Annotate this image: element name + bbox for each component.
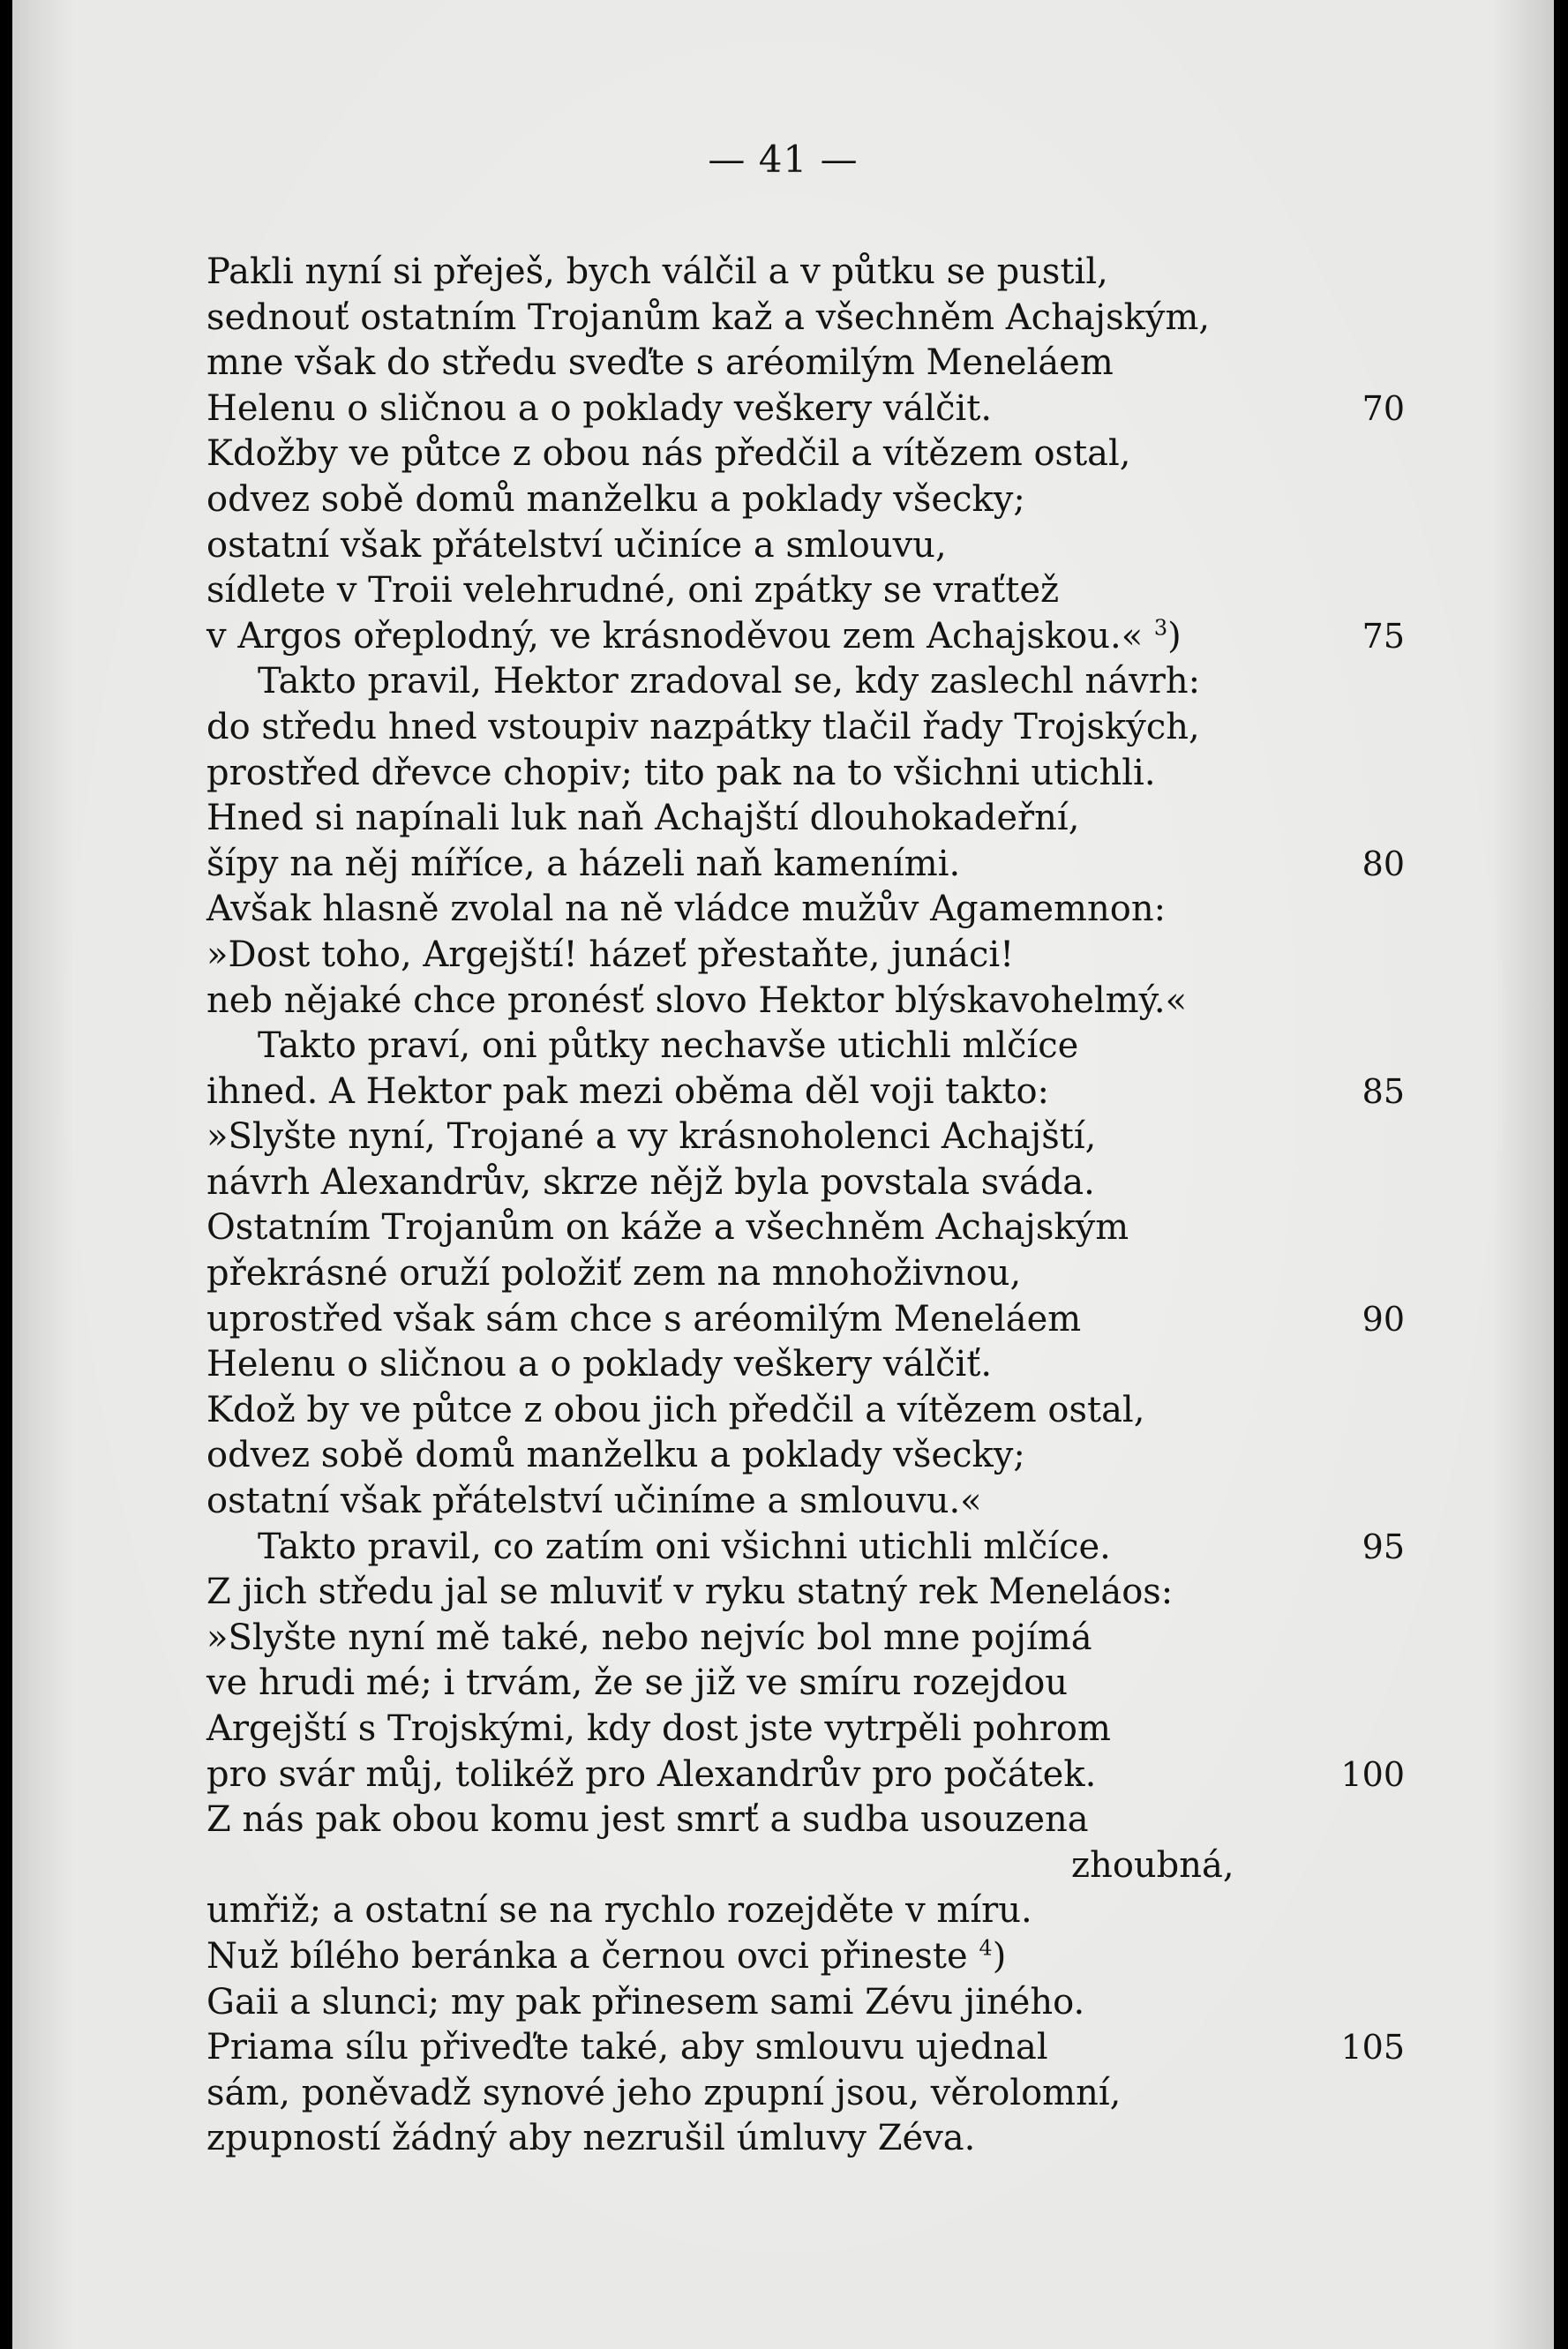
- verse-line: [206, 1707, 1389, 1752]
- verse-text: [206, 887, 1166, 933]
- verse-line: [206, 1114, 1389, 1160]
- verse-text: [206, 1160, 1095, 1206]
- verse-text: [206, 477, 1025, 523]
- verse-words: prostřed dřevce chopiv; tito pak na to všichni utichli.: [206, 752, 1156, 793]
- verse-text: [206, 1205, 1129, 1251]
- verse-line: [206, 842, 1405, 888]
- verse-words: ostatní však přátelství učiníce a smlouvu,: [206, 524, 947, 566]
- verse-text: [206, 568, 1059, 614]
- verse-words: ostatní však přátelství učiníme a smlouvu.«: [206, 1481, 982, 1522]
- verse-line: [206, 614, 1405, 660]
- verse-words: návrh Alexandrův, skrze nějž byla povstala sváda.: [206, 1161, 1095, 1203]
- verse-text: [206, 1661, 1068, 1707]
- verse-text: [206, 796, 1079, 842]
- verse-text: [206, 1342, 992, 1388]
- verse-text: [206, 250, 1108, 296]
- verse-text: [206, 1388, 1144, 1434]
- verse-line: [206, 1616, 1389, 1662]
- verse-text: [206, 659, 1200, 705]
- verse-text: [206, 1251, 1021, 1297]
- verse-line: [206, 2025, 1405, 2071]
- footnote-marker: 3: [1153, 615, 1168, 641]
- verse-text: [206, 1114, 1096, 1160]
- verse-line: [206, 1752, 1405, 1798]
- verse-words: ihned. A Hektor pak mezi oběma děl voji takto:: [206, 1070, 1050, 1112]
- verse-line: [206, 796, 1389, 842]
- verse-line: [206, 432, 1389, 477]
- verse-line: [206, 705, 1389, 751]
- verse-words: Pakli nyní si přeješ, bych válčil a v půtku se pustil,: [206, 251, 1108, 292]
- verse-text: [206, 842, 960, 888]
- verse-words: Avšak hlasně zvolal na ně vládce mužův Agamemnon:: [206, 889, 1167, 930]
- verse-line: [206, 523, 1389, 569]
- verse-line: [206, 1205, 1389, 1251]
- verse-words: Helenu o sličnou a o poklady veškery válčit.: [206, 387, 993, 429]
- verse-text: [206, 979, 1187, 1024]
- verse-words: »Slyšte nyní mě také, nebo nejvíc bol mne pojímá: [206, 1617, 1092, 1658]
- verse-words: Takto praví, oni půtky nechavše utichli mlčíce: [258, 1025, 1079, 1067]
- verse-text: [206, 523, 947, 569]
- line-number: 75: [1362, 616, 1405, 656]
- verse-text: [206, 1570, 1173, 1616]
- verse-words: překrásné oruží položiť zem na mnohoživnou,: [206, 1253, 1022, 1295]
- verse-line: [206, 1433, 1389, 1479]
- verse-line: [206, 1843, 1389, 1889]
- verse-text: [206, 1433, 1025, 1479]
- verse-line: [206, 659, 1389, 705]
- page-number-header: — 41 —: [708, 138, 859, 181]
- verse-line: [206, 477, 1389, 523]
- verse-text: [206, 1934, 1006, 1980]
- line-number: 90: [1362, 1299, 1405, 1339]
- verse-line: [206, 250, 1389, 296]
- verse-line: [206, 1297, 1405, 1343]
- verse-line: [206, 1479, 1389, 1525]
- line-number: 80: [1362, 844, 1405, 883]
- verse-words: Hned si napínali luk naň Achajští dlouhokadeřní,: [206, 798, 1080, 839]
- verse-text: [206, 705, 1200, 751]
- verse-words: Helenu o sličnou a o poklady veškery válčiť.: [206, 1344, 993, 1385]
- verse-text: [206, 341, 1114, 386]
- verse-text: [206, 432, 1131, 477]
- verse-line: [206, 887, 1389, 933]
- verse-line: [206, 1251, 1389, 1297]
- verse-line: [206, 933, 1389, 979]
- verse-text: [206, 1616, 1092, 1662]
- verse-words: Takto pravil, Hektor zradoval se, kdy zaslechl návrh:: [258, 661, 1201, 702]
- verse-line: [206, 1024, 1389, 1069]
- verse-line: [206, 1797, 1389, 1843]
- verse-text: [206, 2116, 975, 2162]
- verse-words: sednouť ostatním Trojanům kaž a všechněm Achajským,: [206, 296, 1211, 338]
- verse-line: [206, 979, 1389, 1024]
- verse-text: [206, 1069, 1049, 1115]
- verse-line: [206, 341, 1389, 386]
- verse-words: zhoubná,: [1071, 1844, 1234, 1886]
- verse-line: [206, 1069, 1405, 1115]
- verse-block: [206, 250, 1405, 2162]
- verse-line: [206, 568, 1389, 614]
- verse-text: [206, 2025, 1048, 2071]
- verse-line: [206, 2116, 1389, 2162]
- verse-line: [206, 1661, 1389, 1707]
- verse-line: [206, 1342, 1389, 1388]
- verse-line: [206, 386, 1405, 432]
- verse-text: [206, 296, 1210, 341]
- verse-line: [206, 2071, 1389, 2117]
- verse-words: Gaii a slunci; my pak přinesem sami Zévu jiného.: [206, 1981, 1085, 2023]
- verse-line: [206, 1525, 1405, 1571]
- verse-text: [206, 1888, 1032, 1934]
- verse-text: [206, 751, 1156, 797]
- verse-words: Kdož by ve půtce z obou jich předčil a vítězem ostal,: [206, 1389, 1145, 1430]
- verse-text: [206, 386, 992, 432]
- verse-text: [206, 1297, 1081, 1343]
- verse-line: [206, 1888, 1389, 1934]
- verse-text: [206, 1707, 1111, 1752]
- verse-text: [206, 614, 1182, 660]
- verse-words: zpupností žádný aby nezrušil úmluvy Zéva.: [206, 2118, 976, 2159]
- verse-words: Takto pravil, co zatím oni všichni utichli mlčíce.: [258, 1526, 1111, 1567]
- verse-words: v Argos ořeplodný, ve krásnoděvou zem Achajskou.«: [206, 615, 1144, 657]
- verse-words: odvez sobě domů manželku a poklady všecky;: [206, 1435, 1025, 1476]
- verse-words: »Dost toho, Argejští! házeť přestaňte, junáci!: [206, 934, 1015, 975]
- verse-line: [206, 1934, 1389, 1980]
- line-number: 85: [1362, 1071, 1405, 1111]
- verse-text: [206, 933, 1014, 979]
- verse-line: [206, 751, 1389, 797]
- line-number: 105: [1340, 2028, 1405, 2068]
- verse-words: Nuž bílého beránka a černou ovci přineste: [206, 1935, 968, 1977]
- verse-words: »Slyšte nyní, Trojané a vy krásnoholenci Achajští,: [206, 1116, 1097, 1158]
- verse-words: odvez sobě domů manželku a poklady všecky;: [206, 478, 1025, 520]
- verse-line: [206, 1388, 1389, 1434]
- verse-line: [206, 296, 1389, 341]
- verse-words: šípy na něj míříce, a házeli naň kameními.: [206, 843, 961, 884]
- verse-words: pro svár můj, tolikéž pro Alexandrův pro počátek.: [206, 1753, 1097, 1795]
- verse-words: sám, poněvadž synové jeho zpupní jsou, věrolomní,: [206, 2072, 1122, 2113]
- verse-text: [206, 1479, 982, 1525]
- verse-words: Priama sílu přiveďte také, aby smlouvu ujednal: [206, 2027, 1048, 2068]
- verse-line: [206, 1980, 1389, 2026]
- verse-words: uprostřed však sám chce s aréomilým Meneláem: [206, 1298, 1082, 1340]
- verse-words: mne však do středu sveďte s aréomilým Meneláem: [206, 342, 1114, 384]
- verse-words: do středu hned vstoupiv nazpátky tlačil řady Trojských,: [206, 706, 1200, 747]
- verse-words: sídlete v Troii velehrudné, oni zpátky se vraťtež: [206, 570, 1060, 612]
- verse-words: ve hrudi mé; i trvám, že se již ve smíru rozejdou: [206, 1662, 1069, 1704]
- verse-words: Z jich středu jal se mluviť v ryku statný rek Meneláos:: [206, 1572, 1174, 1613]
- footnote-marker: 4: [979, 1935, 993, 1961]
- verse-text: [206, 1980, 1084, 2026]
- footnote-paren: ): [992, 1935, 1007, 1977]
- verse-words: neb nějaké chce pronésť slovo Hektor blýskavohelmý.«: [206, 979, 1188, 1021]
- line-number: 100: [1340, 1754, 1405, 1794]
- verse-words: Kdožby ve půtce z obou nás předčil a vítězem ostal,: [206, 433, 1131, 475]
- footnote-paren: ): [1167, 615, 1182, 657]
- line-number: 70: [1362, 388, 1405, 428]
- line-number: 95: [1362, 1527, 1405, 1566]
- verse-text: [206, 1797, 1089, 1843]
- verse-text: [206, 1752, 1096, 1798]
- verse-line: [206, 1160, 1389, 1206]
- verse-text: [206, 1525, 1111, 1571]
- verse-words: Z nás pak obou komu jest smrť a sudba usouzena: [206, 1799, 1089, 1841]
- verse-words: Ostatním Trojanům on káže a všechněm Achajským: [206, 1207, 1129, 1249]
- verse-line: [206, 1570, 1389, 1616]
- verse-text: [206, 2071, 1121, 2117]
- verse-words: Argejští s Trojskými, kdy dost jste vytrpěli pohrom: [206, 1708, 1111, 1749]
- verse-text: [206, 1843, 1234, 1889]
- verse-words: umřiž; a ostatní se na rychlo rozejděte v míru.: [206, 1890, 1032, 1932]
- book-page: [12, 0, 1554, 2349]
- verse-text: [206, 1024, 1078, 1069]
